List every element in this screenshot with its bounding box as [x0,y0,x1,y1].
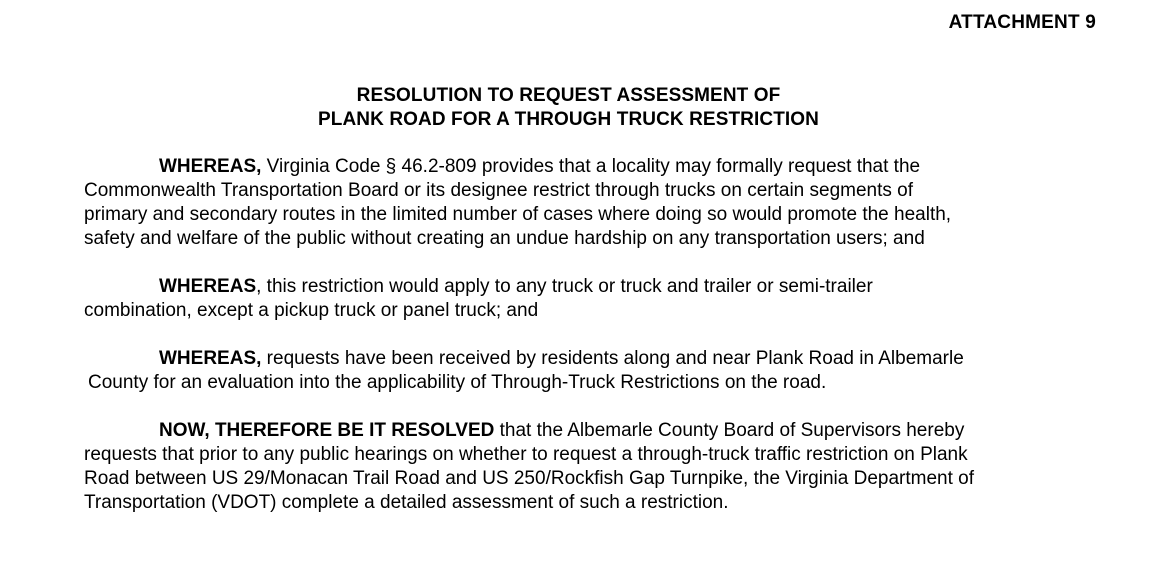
paragraph-line [84,347,1074,371]
attachment-label: ATTACHMENT 9 [948,12,1096,33]
paragraph-line: Commonwealth Transportation Board or its designee restrict through trucks on certain segments of [84,180,914,201]
paragraph-text: that the Albemarle County Board of Supervisors hereby [494,420,965,441]
paragraph-line: Transportation (VDOT) complete a detailed assessment of such a restriction. [84,492,729,513]
paragraph-line: requests that prior to any public hearings on whether to request a through-truck traffic restriction on Plank [84,444,968,465]
paragraph-resolved [84,419,1074,515]
paragraph-whereas-3 [84,347,1074,395]
paragraph-lead: NOW, THEREFORE BE IT RESOLVED [159,420,495,441]
resolution-title [0,84,1137,132]
paragraph-line: combination, except a pickup truck or panel truck; and [84,300,539,321]
title-line-1: RESOLUTION TO REQUEST ASSESSMENT OF [356,85,781,106]
paragraph-lead: WHEREAS, [159,348,262,369]
paragraph-line: primary and secondary routes in the limited number of cases where doing so would promote the health, [84,204,952,225]
paragraph-line: County for an evaluation into the applicability of Through-Truck Restrictions on the road. [88,372,827,393]
paragraph-whereas-1 [84,155,1074,251]
paragraph-line: Road between US 29/Monacan Trail Road and US 250/Rockfish Gap Turnpike, the Virginia Department of [84,468,974,489]
title-line-2: PLANK ROAD FOR A THROUGH TRUCK RESTRICTION [318,109,819,130]
paragraph-line [84,275,1074,299]
paragraph-text: requests have been received by residents along and near Plank Road in Albemarle [261,348,964,369]
paragraph-line [84,419,1074,443]
paragraph-line: safety and welfare of the public without creating an undue hardship on any transportation users; and [84,228,925,249]
paragraph-text: Virginia Code § 46.2-809 provides that a locality may formally request that the [261,156,921,177]
paragraph-lead: WHEREAS [159,276,257,297]
paragraph-text: , this restriction would apply to any truck or truck and trailer or semi-trailer [256,276,873,297]
paragraph-lead: WHEREAS, [159,156,262,177]
paragraph-line [84,155,1074,179]
paragraph-whereas-2 [84,275,1074,323]
